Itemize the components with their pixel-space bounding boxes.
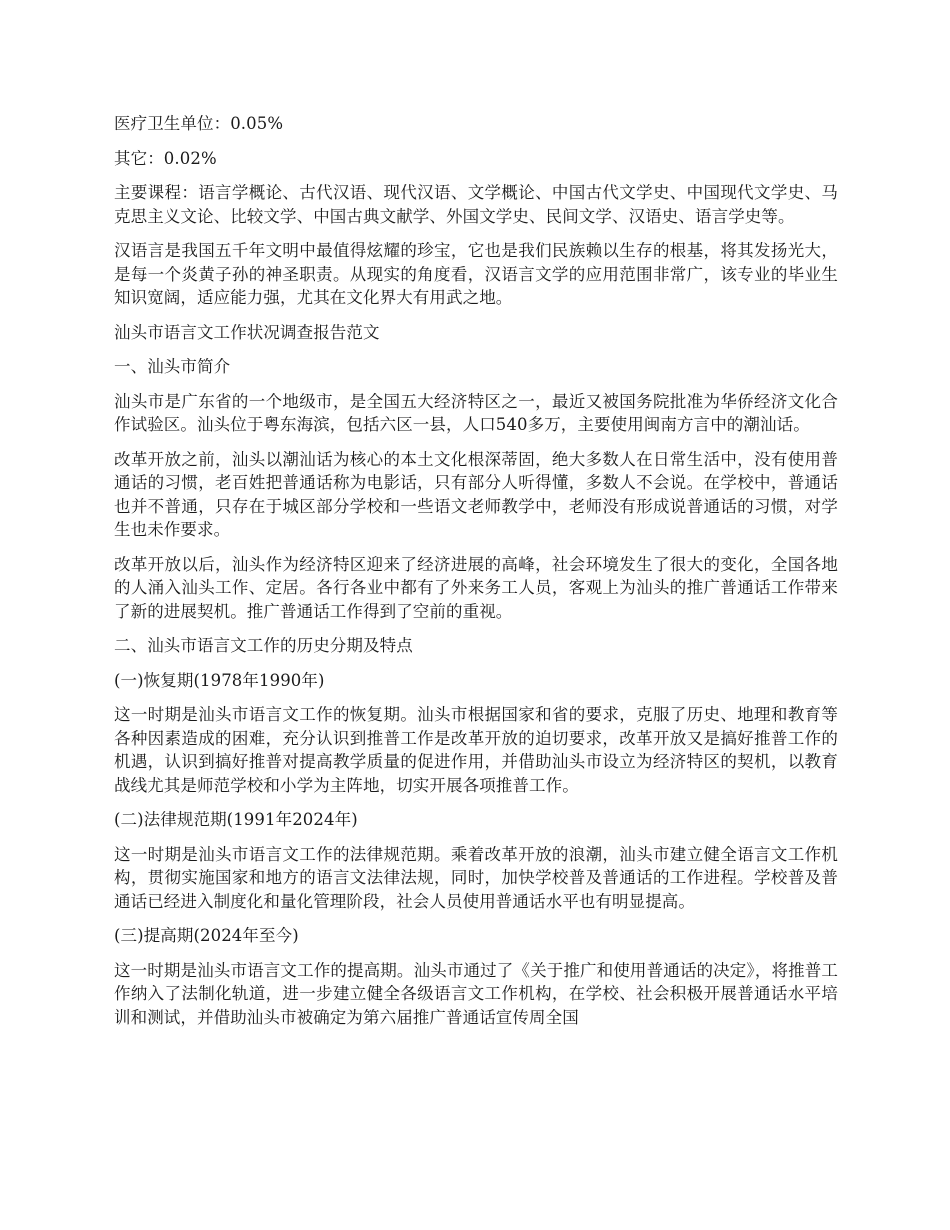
subheading-recovery-period: (一)恢复期(1978年1990年)	[114, 670, 325, 690]
subheading-legal-period: (二)法律规范期(1991年2024年)	[114, 810, 358, 829]
paragraph-others: 其它：0.02%	[114, 148, 217, 168]
section-heading-1: 一、汕头市简介	[114, 357, 231, 376]
subheading-improvement-period: (三)提高期(2024年至今)	[114, 926, 299, 945]
paragraph-improvement-period: 这一时期是汕头市语言文工作的提高期。汕头市通过了《关于推广和使用普通话的决定》，将推普工作纳入了法制化轨道，进一步建立健全各级语言文工作机构，在学校、社会积极开展普通话水平培训和测试，并借助汕头市被确定为第六届推广普通话宣传周全国	[114, 960, 838, 1027]
document-page	[114, 112, 838, 1040]
paragraph-shantou-intro: 汕头市是广东省的一个地级市，是全国五大经济特区之一，最近又被国务院批准为华侨经济文化合作试验区。汕头位于粤东海滨，包括六区一县，人口540多万，主要使用闽南方言中的潮汕话。	[114, 391, 838, 434]
paragraph-legal-period: 这一时期是汕头市语言文工作的法律规范期。乘着改革开放的浪潮，汕头市建立健全语言文工作机构，贯彻实施国家和地方的语言文法律法规，同时，加快学校普及普通话的工作进程。学校普及普通话已经进入制度化和量化管理阶段，社会人员使用普通话水平也有明显提高。	[114, 844, 838, 911]
paragraph-before-reform: 改革开放之前，汕头以潮汕话为核心的本土文化根深蒂固，绝大多数人在日常生活中，没有使用普通话的习惯，老百姓把普通话称为电影话，只有部分人听得懂，多数人不会说。在学校中，普通话也并不普通，只存在于城区部分学校和一些语文老师教学中，老师没有形成说普通话的习惯，对学生也未作要求。	[114, 449, 838, 539]
section-heading-2: 二、汕头市语言文工作的历史分期及特点	[114, 636, 413, 655]
paragraph-main-courses: 主要课程：语言学概论、古代汉语、现代汉语、文学概论、中国古代文学史、中国现代文学史、马克思主义文论、比较文学、中国古典文献学、外国文学史、民间文学、汉语史、语言学史等。	[114, 183, 838, 226]
paragraph-recovery-period: 这一时期是汕头市语言文工作的恢复期。汕头市根据国家和省的要求，克服了历史、地理和教育等各种因素造成的困难，充分认识到推普工作是改革开放的迫切要求，改革开放又是搞好推普工作的机遇，认识到搞好推普对提高教学质量的促进作用，并借助汕头市设立为经济特区的契机，以教育战线尤其是师范学校和小学为主阵地，切实开展各项推普工作。	[114, 705, 838, 795]
paragraph-medical-units: 医疗卫生单位：0.05%	[114, 114, 284, 133]
paragraph-after-reform: 改革开放以后，汕头作为经济特区迎来了经济进展的高峰，社会环境发生了很大的变化，全国各地的人涌入汕头工作、定居。各行各业中都有了外来务工人员，客观上为汕头的推广普通话工作带来了新的进展契机。推广普通话工作得到了空前的重视。	[114, 554, 838, 621]
paragraph-chinese-language: 汉语言是我国五千年文明中最值得炫耀的珍宝，它也是我们民族赖以生存的根基，将其发扬光大，是每一个炎黄子孙的神圣职责。从现实的角度看，汉语言文学的应用范围非常广，该专业的毕业生知识宽阔，适应能力强，尤其在文化界大有用武之地。	[114, 241, 838, 307]
report-title: 汕头市语言文工作状况调查报告范文	[114, 322, 380, 342]
